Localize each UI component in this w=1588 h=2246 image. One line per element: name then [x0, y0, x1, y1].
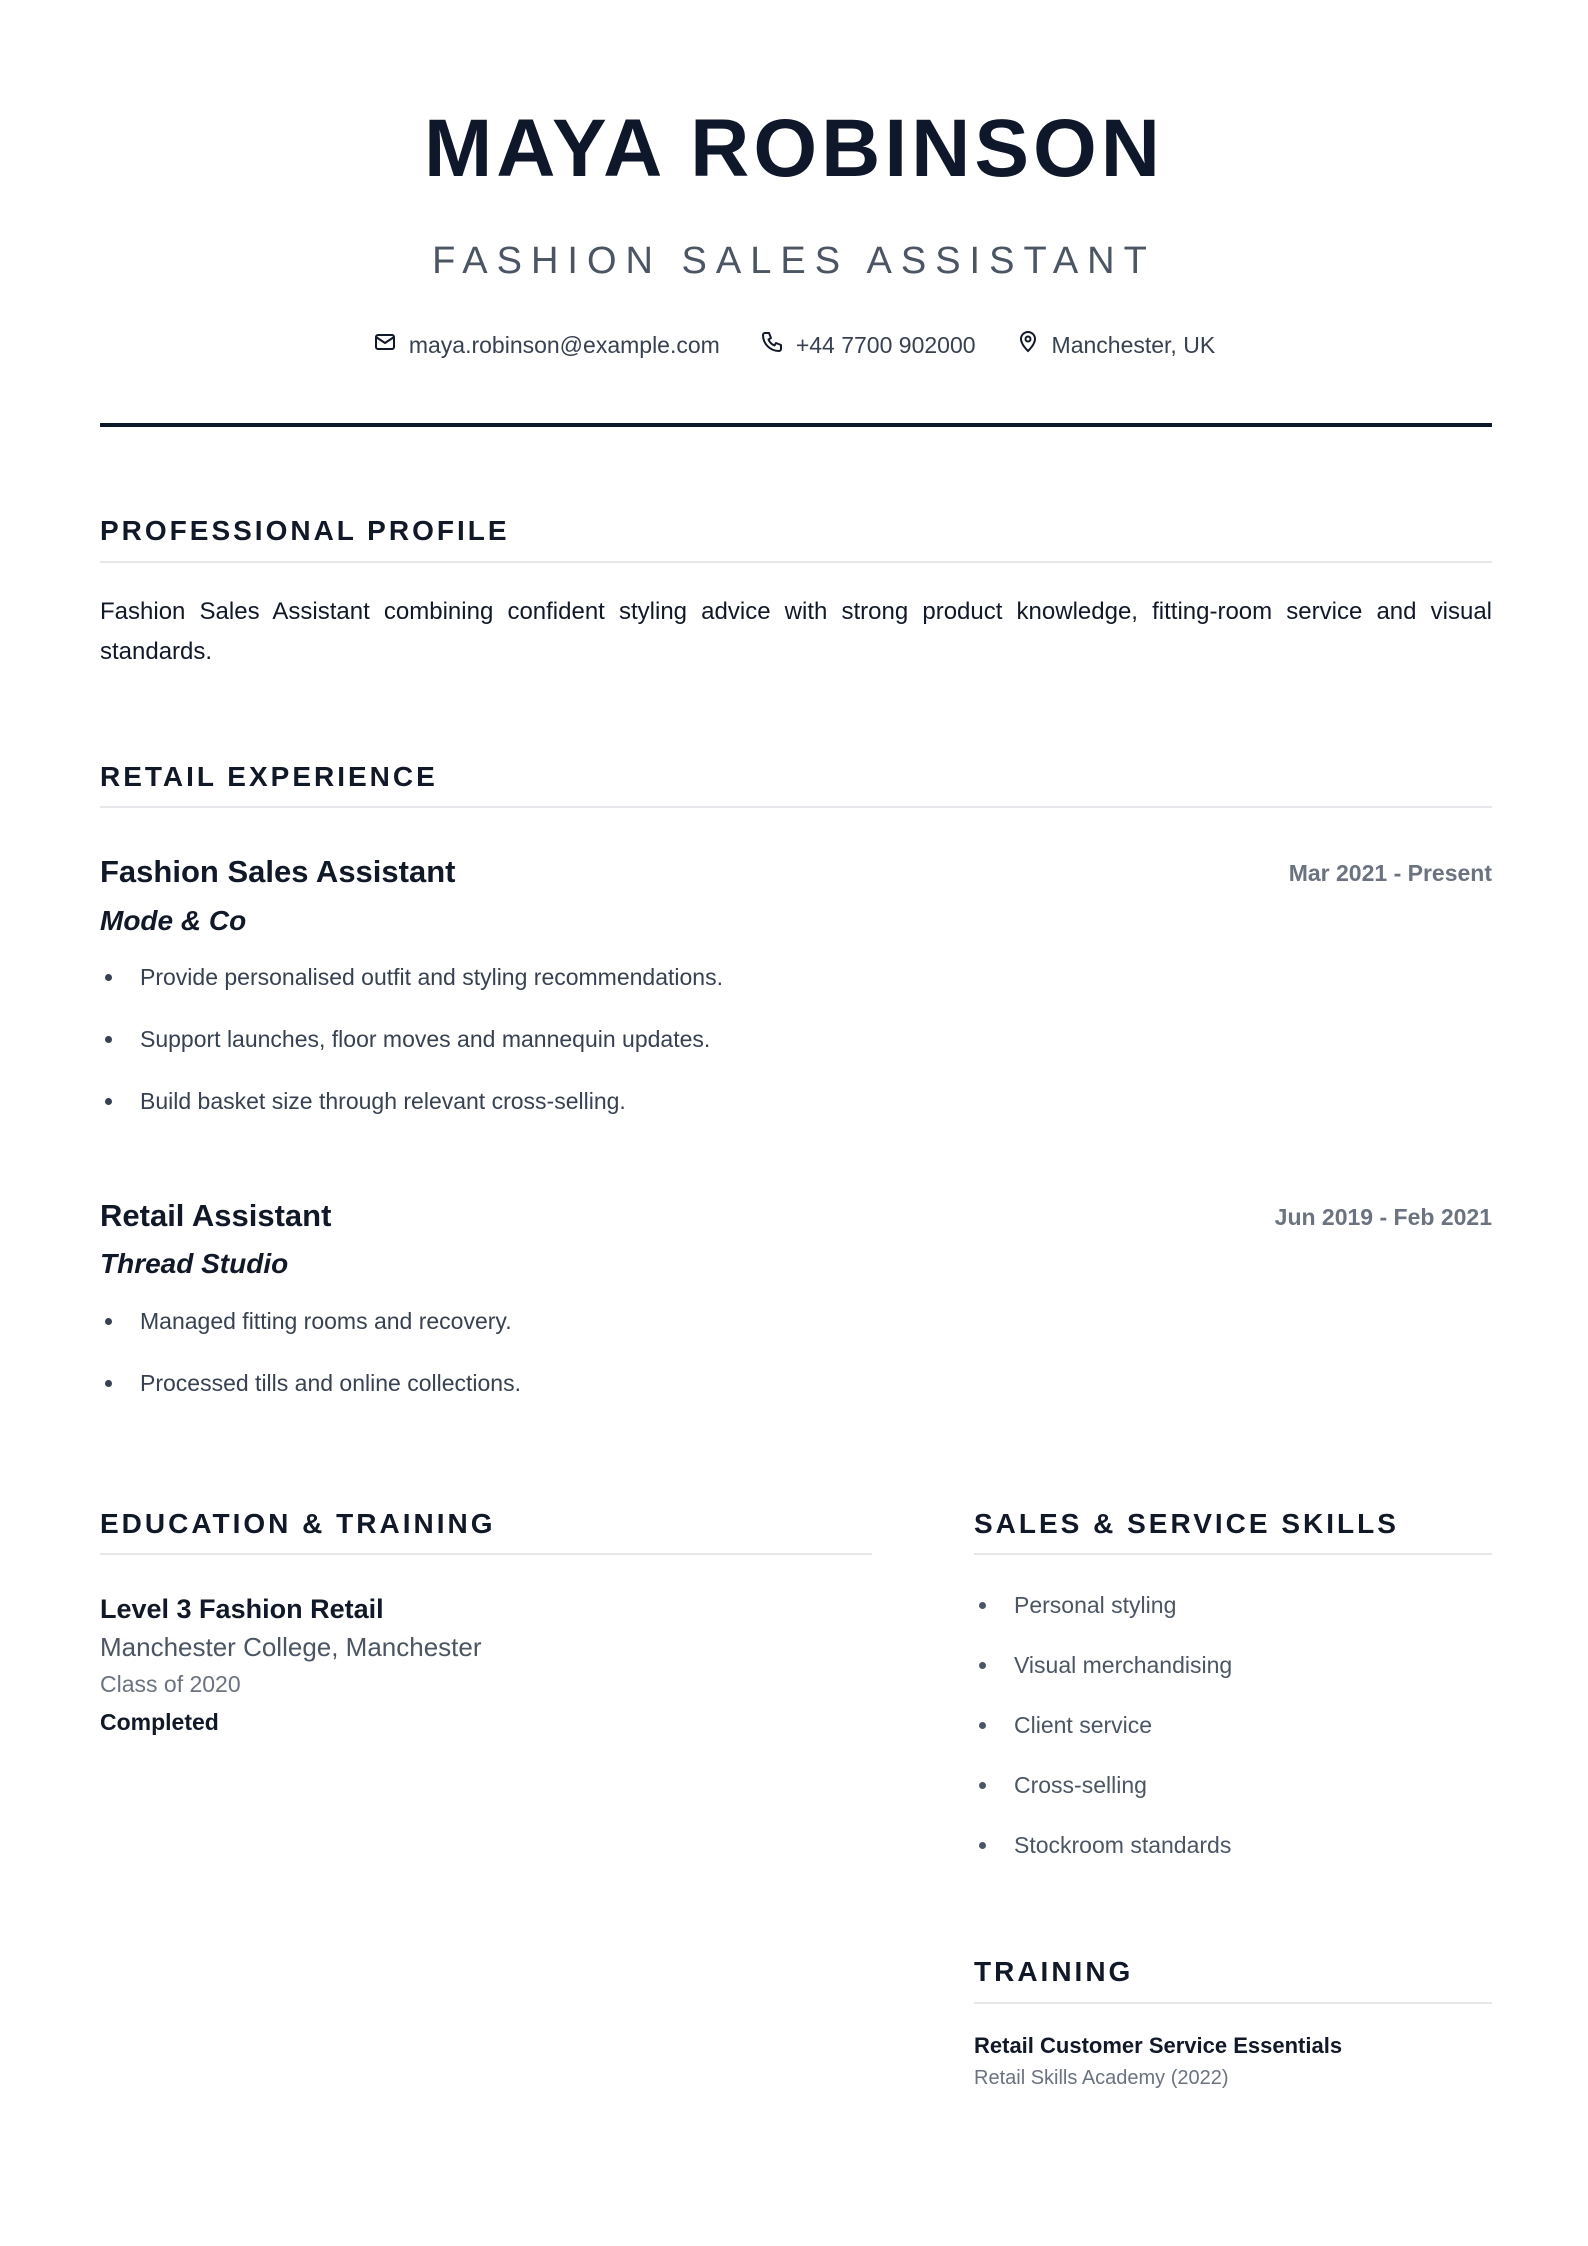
contact-email[interactable]	[373, 330, 720, 360]
training-heading: TRAINING	[974, 1956, 1134, 1987]
training-name: Retail Customer Service Essentials	[974, 2033, 1343, 2058]
job-dates: Jun 2019 - Feb 2021	[1274, 1204, 1492, 1230]
list-item: Cross-selling	[974, 1770, 1232, 1830]
list-item: Provide personalised outfit and styling recommendations.	[100, 962, 723, 1024]
header-divider	[100, 423, 1492, 427]
job-bullets	[100, 1306, 521, 1430]
list-item: Support launches, floor moves and mannequin updates.	[100, 1024, 723, 1086]
education-status: Completed	[100, 1709, 219, 1735]
location-text: Manchester, UK	[1051, 331, 1216, 358]
experience-divider	[100, 806, 1492, 808]
candidate-name: MAYA ROBINSON	[423, 103, 1165, 194]
education-year: Class of 2020	[100, 1671, 241, 1697]
envelope-icon	[373, 330, 397, 360]
job-title: Fashion Sales Assistant	[100, 854, 456, 889]
training-divider	[974, 2002, 1492, 2004]
list-item: Processed tills and online collections.	[100, 1368, 521, 1430]
education-heading: EDUCATION & TRAINING	[100, 1508, 496, 1539]
phone-icon	[760, 330, 784, 360]
education-divider	[100, 1553, 872, 1555]
contact-location	[1016, 330, 1216, 360]
skills-list	[974, 1590, 1232, 1890]
list-item: Visual merchandising	[974, 1650, 1232, 1710]
candidate-title: FASHION SALES ASSISTANT	[432, 240, 1156, 282]
job-title: Retail Assistant	[100, 1198, 332, 1233]
list-item: Build basket size through relevant cross-selling.	[100, 1086, 723, 1148]
job-dates: Mar 2021 - Present	[1288, 860, 1492, 886]
job-bullets	[100, 962, 723, 1148]
map-pin-icon	[1016, 330, 1040, 360]
list-item: Managed fitting rooms and recovery.	[100, 1306, 521, 1368]
job-company: Mode & Co	[100, 905, 247, 936]
skills-heading: SALES & SERVICE SKILLS	[974, 1508, 1399, 1539]
job-company: Thread Studio	[100, 1248, 289, 1279]
education-school: Manchester College, Manchester	[100, 1632, 482, 1662]
list-item: Stockroom standards	[974, 1830, 1232, 1890]
profile-summary: Fashion Sales Assistant combining confident styling advice with strong product knowledge, fitting-room service and visual standards.	[100, 598, 1492, 665]
training-org: Retail Skills Academy (2022)	[974, 2067, 1229, 2089]
profile-heading: PROFESSIONAL PROFILE	[100, 515, 510, 546]
list-item: Personal styling	[974, 1590, 1232, 1650]
profile-divider	[100, 561, 1492, 563]
list-item: Client service	[974, 1710, 1232, 1770]
phone-text: +44 7700 902000	[795, 331, 976, 358]
email-text: maya.robinson@example.com	[408, 331, 720, 358]
education-degree: Level 3 Fashion Retail	[100, 1594, 384, 1624]
contact-phone[interactable]	[760, 330, 976, 360]
contact-bar	[0, 330, 1588, 360]
experience-heading: RETAIL EXPERIENCE	[100, 761, 438, 792]
skills-divider	[974, 1553, 1492, 1555]
